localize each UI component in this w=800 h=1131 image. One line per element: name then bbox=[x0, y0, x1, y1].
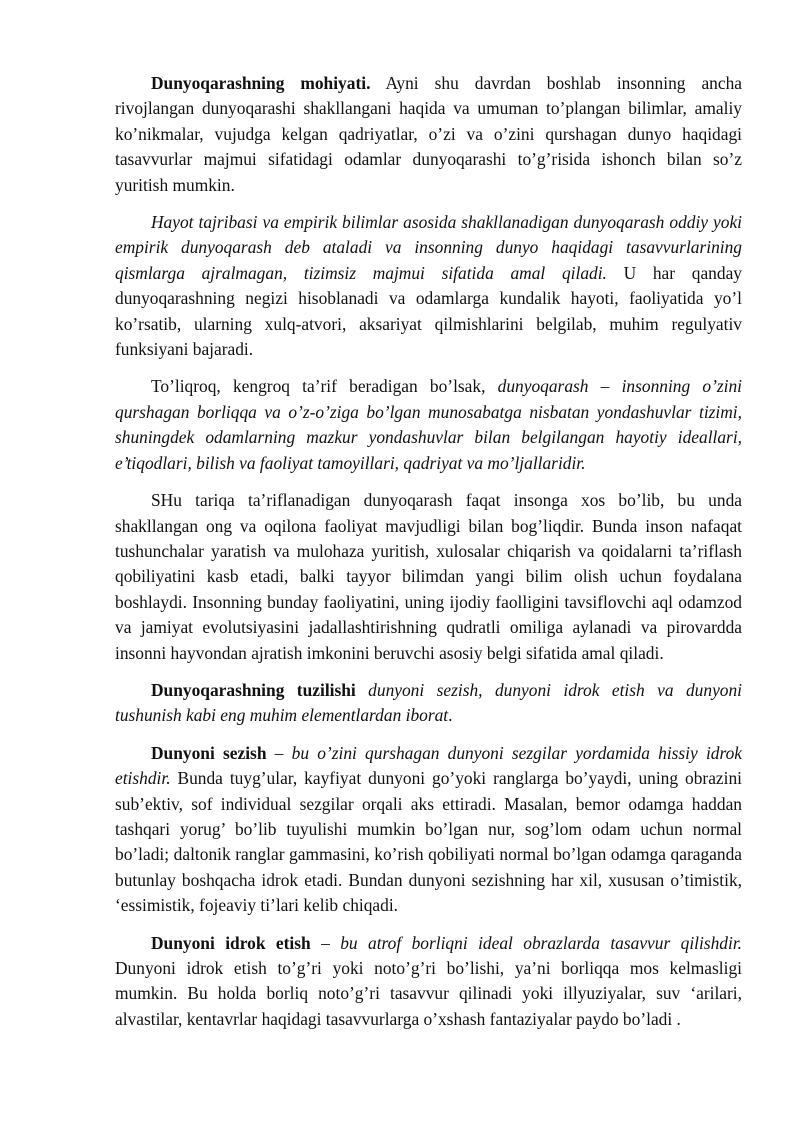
italic-definition: bu o’zini qurshagan dunyoni sezgilar yordamida hissiy idrok etishdir. bbox=[115, 742, 743, 789]
paragraph-essence bbox=[115, 71, 742, 198]
paragraph-text: SHu tariqa ta’riflanadigan dunyoqarash faqat insonga xos bo’lib, bu unda shakllangan ong va oqilona faoliyat mavjudligi bilan bog’liqdir. Bunda inson nafaqat tushunchalar yaratish va mulohaza yuritish, xulosalar chiqarish va qoidalarni ta’riflash qobiliyatini kasb etadi, balki tayyor bilimdan yangi bilim olish uchun foydalana boshlaydi. Insonning bunday faoliyatini, uning ijodiy faolligini tavsiflovchi aql odamzod va jamiyat evolutsiyasini jadallashtirishning qudratli omiliga aylanadi va pirovardda insonni hayvondan ajratish imkonini beruvchi asosiy belgi sifatida amal qiladi. bbox=[115, 490, 742, 663]
dash: – bbox=[310, 932, 341, 953]
paragraph-world-perception bbox=[115, 931, 742, 1033]
paragraph-definition bbox=[115, 374, 742, 476]
heading-world-perception: Dunyoni idrok etish bbox=[151, 932, 311, 953]
paragraph-world-sensing bbox=[115, 741, 742, 919]
paragraph-text: . bbox=[448, 705, 453, 726]
paragraph-text: U har qanday dunyoqarashning negizi hisoblanadi va odamlarga kundalik hayoti, faoliyatida yo’l ko’rsatib, ularning xulq-atvori, aksariyat qilmishlarini belgilab, muhim regulyativ funksiyani bajaradi. bbox=[115, 262, 742, 360]
dash: – bbox=[266, 742, 292, 763]
heading-world-sensing: Dunyoni sezish bbox=[151, 742, 267, 763]
paragraph-text: Ayni shu davrdan boshlab insonning ancha rivojlangan dunyoqarashi shakllangani haqida va umuman to’plangan bilimlar, amaliy ko’nikmalar, vujudga kelgan qadriyatlar, o’zi va o’zini qurshagan dunyo haqidagi tasavvurlar majmui sifatidagi odamlar dunyoqarashi to’g’risida ishonch bilan so’z yuritish mumkin. bbox=[115, 73, 742, 195]
heading-structure: Dunyoqarashning tuzilishi bbox=[151, 679, 356, 700]
paragraph-text: Bunda tuyg’ular, kayfiyat dunyoni go’yoki ranglarga bo’yaydi, uning obrazini sub’ektiv, sof individual sezgilar orqali aks ettiradi. Masalan, bemor odamga haddan tashqari yorug’ bo’lib tuyulishi mumkin bo’lgan nur, sog’lom odam uchun normal bo’ladi; daltonik ranglar gammasini, ko’rish qobiliyati normal bo’lgan odamga qaraganda butunlay boshqacha idrok etadi. Bundan dunyoni sezishning har xil, xususan o’timistik, ‘essimistik, fojeaviy ti’lari kelib chiqadi. bbox=[115, 768, 742, 916]
paragraph-human-specific bbox=[115, 488, 742, 666]
heading-essence: Dunyoqarashning mohiyati. bbox=[151, 73, 371, 93]
italic-definition: dunyoqarash – insonning o’zini qurshagan borliqqa va o’z-o’ziga bo’lgan munosabatga nisbatan yondashuvlar tizimi, shuningdek odamlarning mazkur yondashuvlar bilan belgilangan hayotiy ideallari, e’tiqodlari, bilish va faoliyat tamoyillari, qadriyat va mo’ljallaridir. bbox=[115, 376, 742, 473]
paragraph-text: To’liqroq, kengroq ta’rif beradigan bo’lsak, bbox=[151, 376, 498, 397]
italic-definition: Hayot tajribasi va empirik bilimlar asosida shakllanadigan dunyoqarash oddiy yoki empirik dunyoqarash deb ataladi va insonning dunyo haqidagi tasavvurlarining qismlarga ajralmagan, tizimsiz majmui sifatida amal qiladi. bbox=[115, 212, 742, 283]
italic-definition: dunyoni sezish, dunyoni idrok etish va dunyoni tushunish kabi eng muhim elementlardan iborat bbox=[115, 679, 743, 726]
italic-definition: bu atrof borliqni ideal obrazlarda tasavvur qilishdir. bbox=[340, 932, 743, 953]
paragraph-structure bbox=[115, 678, 742, 729]
paragraph-text: Dunyoni idrok etish to’g’ri yoki noto’g’ri bo’lishi, ya’ni borliqqa mos kelmasligi mumkin. Bu holda borliq noto’g’ri tasavvur qilinadi yoki illyuziyalar, suv ‘arilari, alvastilar, kentavrlar haqidagi tasavvurlarga o’xshash fantaziyalar paydo bo’ladi . bbox=[115, 958, 742, 1029]
paragraph-empirical bbox=[115, 210, 742, 362]
